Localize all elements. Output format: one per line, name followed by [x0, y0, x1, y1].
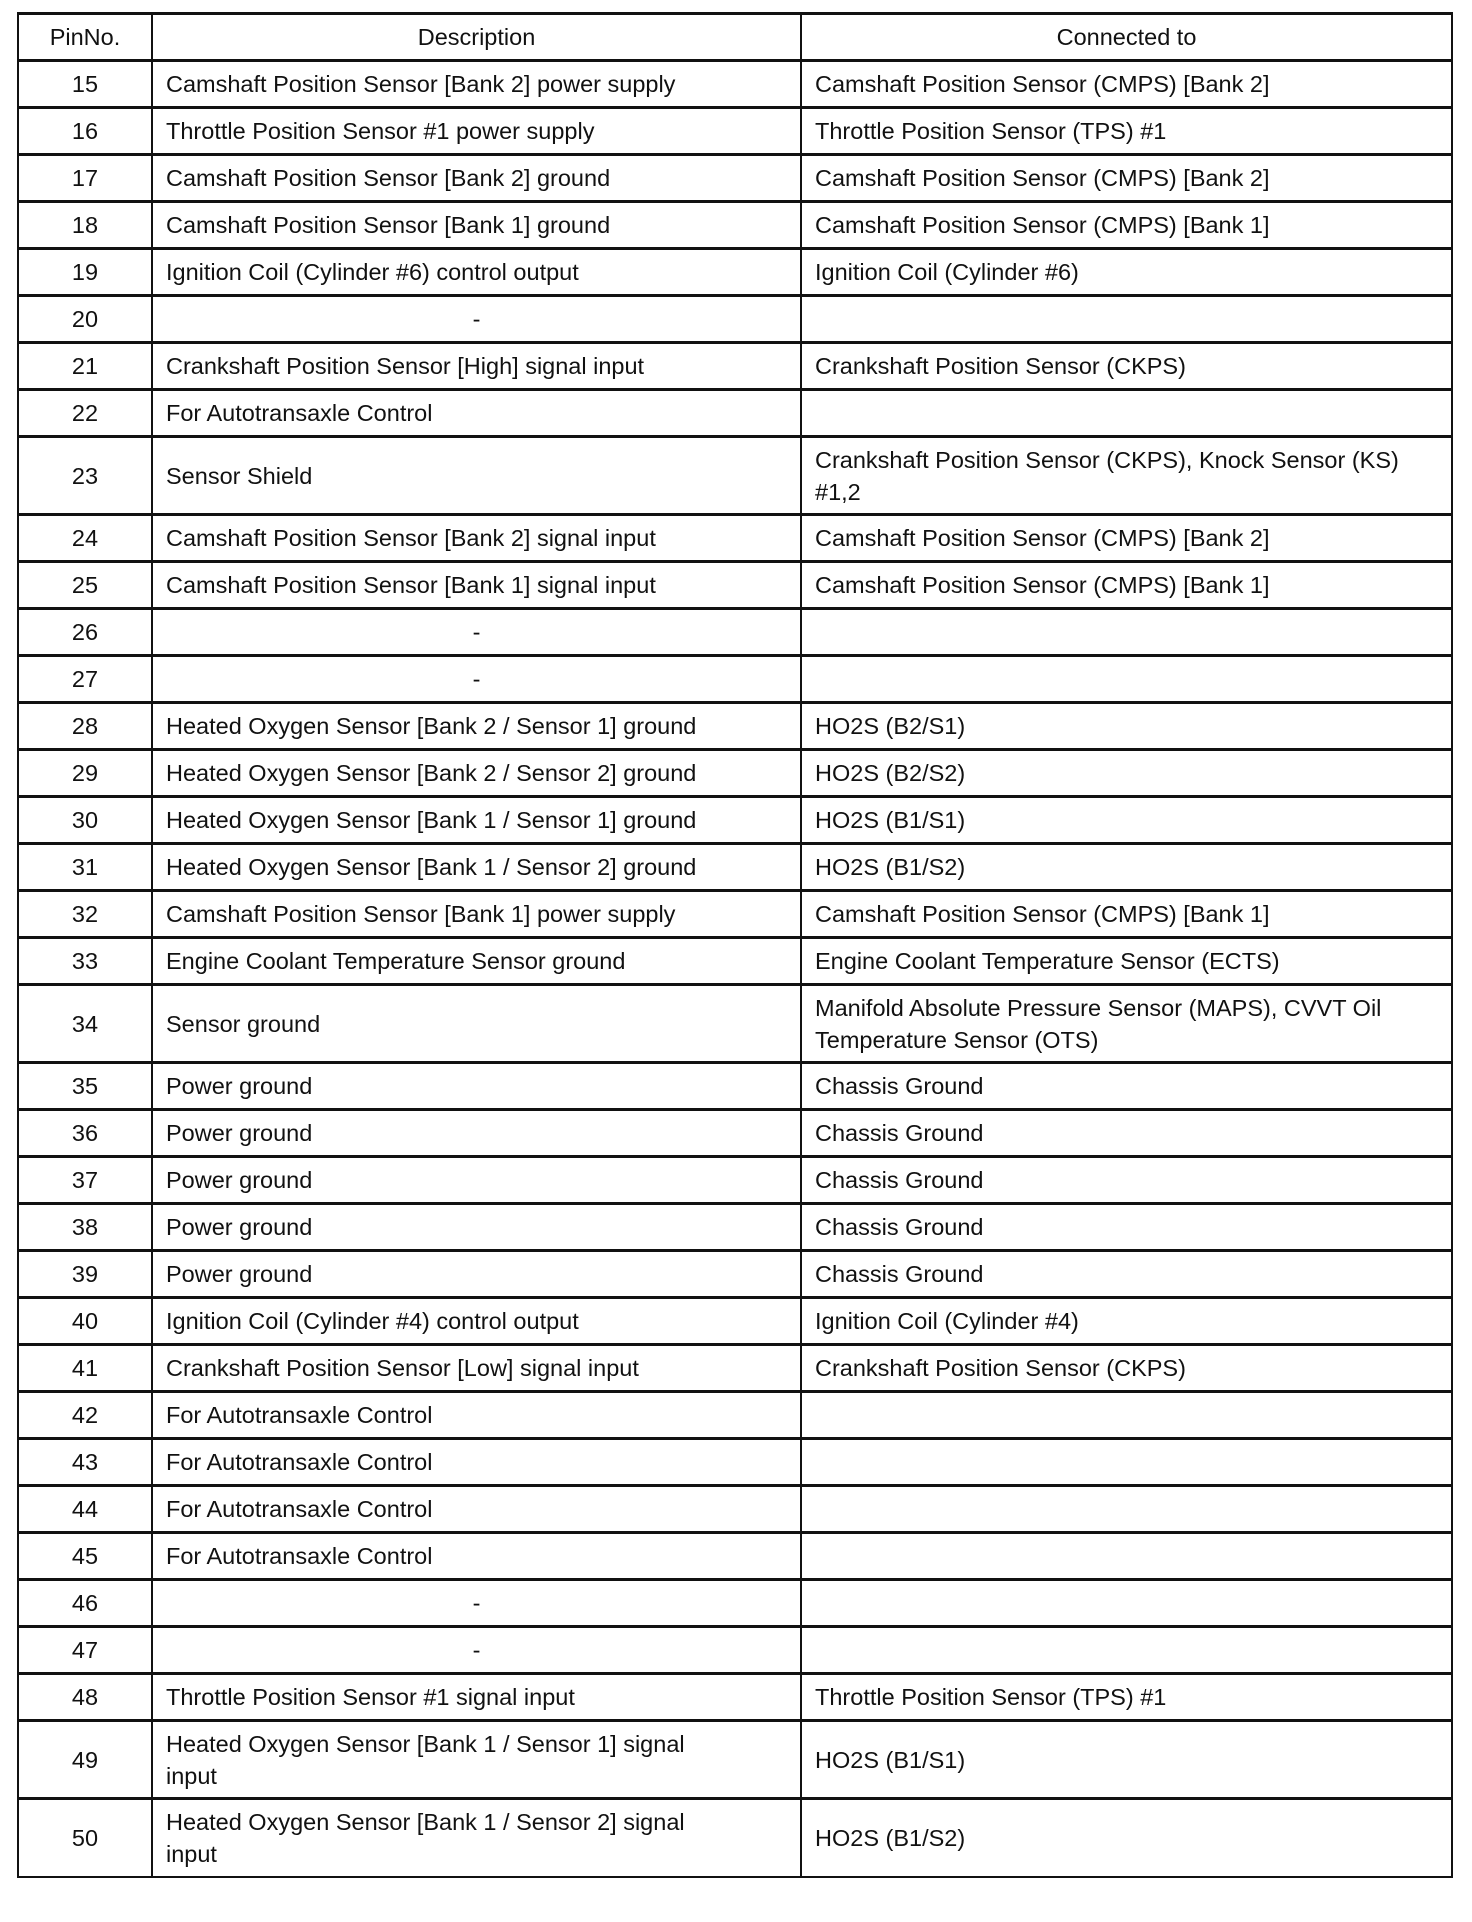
description-cell: Camshaft Position Sensor [Bank 2] ground [152, 155, 801, 202]
connected-cell: Camshaft Position Sensor (CMPS) [Bank 1] [801, 562, 1452, 609]
description-cell: Ignition Coil (Cylinder #6) control output [152, 249, 801, 296]
pin-cell: 24 [18, 515, 152, 562]
table-row [18, 108, 1452, 155]
table-row [18, 390, 1452, 437]
description-cell: Throttle Position Sensor #1 power supply [152, 108, 801, 155]
pin-cell: 46 [18, 1580, 152, 1627]
description-cell: - [152, 296, 801, 343]
table-row [18, 202, 1452, 249]
pin-cell: 43 [18, 1439, 152, 1486]
description-cell: - [152, 1627, 801, 1674]
connected-cell: HO2S (B1/S2) [801, 844, 1452, 891]
connected-cell [801, 656, 1452, 703]
connected-cell: Camshaft Position Sensor (CMPS) [Bank 1] [801, 891, 1452, 938]
description-cell: Camshaft Position Sensor [Bank 2] power supply [152, 61, 801, 108]
connected-cell: Camshaft Position Sensor (CMPS) [Bank 2] [801, 155, 1452, 202]
table-row [18, 1298, 1452, 1345]
description-cell: Engine Coolant Temperature Sensor ground [152, 938, 801, 985]
description-cell: Crankshaft Position Sensor [Low] signal input [152, 1345, 801, 1392]
connected-cell: Crankshaft Position Sensor (CKPS) [801, 343, 1452, 390]
table-row [18, 891, 1452, 938]
table-row [18, 1204, 1452, 1251]
pin-cell: 37 [18, 1157, 152, 1204]
pin-cell: 26 [18, 609, 152, 656]
connected-cell [801, 1392, 1452, 1439]
table-row [18, 1345, 1452, 1392]
pin-cell: 34 [18, 985, 152, 1063]
connected-cell: Throttle Position Sensor (TPS) #1 [801, 1674, 1452, 1721]
description-cell: Throttle Position Sensor #1 signal input [152, 1674, 801, 1721]
connected-cell: Throttle Position Sensor (TPS) #1 [801, 108, 1452, 155]
pin-cell: 30 [18, 797, 152, 844]
table-row [18, 1251, 1452, 1298]
connected-cell: HO2S (B2/S2) [801, 750, 1452, 797]
connected-cell [801, 1533, 1452, 1580]
table-row [18, 1063, 1452, 1110]
description-cell: Power ground [152, 1251, 801, 1298]
table-row [18, 1439, 1452, 1486]
description-cell: Heated Oxygen Sensor [Bank 2 / Sensor 2] ground [152, 750, 801, 797]
pin-cell: 38 [18, 1204, 152, 1251]
connected-cell: Crankshaft Position Sensor (CKPS), Knock Sensor (KS) #1,2 [801, 437, 1452, 515]
pin-cell: 32 [18, 891, 152, 938]
connected-cell: Chassis Ground [801, 1251, 1452, 1298]
table-row [18, 1627, 1452, 1674]
connected-cell: Chassis Ground [801, 1110, 1452, 1157]
table-row [18, 609, 1452, 656]
table-row [18, 1799, 1452, 1877]
table-row [18, 343, 1452, 390]
table-row [18, 1533, 1452, 1580]
table-row [18, 249, 1452, 296]
table-row [18, 1486, 1452, 1533]
pin-cell: 50 [18, 1799, 152, 1877]
connected-cell: Camshaft Position Sensor (CMPS) [Bank 2] [801, 515, 1452, 562]
header-description: Description [152, 14, 801, 61]
description-cell: Camshaft Position Sensor [Bank 1] ground [152, 202, 801, 249]
connected-cell [801, 1580, 1452, 1627]
connected-cell [801, 390, 1452, 437]
connected-cell: Camshaft Position Sensor (CMPS) [Bank 1] [801, 202, 1452, 249]
connected-cell: Manifold Absolute Pressure Sensor (MAPS), CVVT Oil Temperature Sensor (OTS) [801, 985, 1452, 1063]
description-cell: For Autotransaxle Control [152, 1533, 801, 1580]
connected-cell: Chassis Ground [801, 1157, 1452, 1204]
pin-cell: 48 [18, 1674, 152, 1721]
description-cell: Camshaft Position Sensor [Bank 2] signal input [152, 515, 801, 562]
description-cell: Heated Oxygen Sensor [Bank 1 / Sensor 1] signal input [152, 1721, 801, 1799]
connected-cell: HO2S (B1/S2) [801, 1799, 1452, 1877]
description-cell: Crankshaft Position Sensor [High] signal input [152, 343, 801, 390]
connected-cell: HO2S (B2/S1) [801, 703, 1452, 750]
description-cell: - [152, 656, 801, 703]
pin-cell: 15 [18, 61, 152, 108]
pin-cell: 49 [18, 1721, 152, 1799]
connected-cell: Engine Coolant Temperature Sensor (ECTS) [801, 938, 1452, 985]
table-row [18, 797, 1452, 844]
connected-cell: Camshaft Position Sensor (CMPS) [Bank 2] [801, 61, 1452, 108]
description-cell: Sensor Shield [152, 437, 801, 515]
pin-cell: 42 [18, 1392, 152, 1439]
table-row [18, 562, 1452, 609]
header-row [18, 14, 1452, 61]
pin-cell: 44 [18, 1486, 152, 1533]
table-row [18, 155, 1452, 202]
table-row [18, 1392, 1452, 1439]
pin-cell: 45 [18, 1533, 152, 1580]
pin-cell: 19 [18, 249, 152, 296]
description-cell: - [152, 1580, 801, 1627]
description-cell: For Autotransaxle Control [152, 390, 801, 437]
pin-cell: 28 [18, 703, 152, 750]
connected-cell: HO2S (B1/S1) [801, 797, 1452, 844]
description-cell: Power ground [152, 1063, 801, 1110]
pin-cell: 18 [18, 202, 152, 249]
header-connected: Connected to [801, 14, 1452, 61]
pin-cell: 31 [18, 844, 152, 891]
table-row [18, 61, 1452, 108]
table-row [18, 703, 1452, 750]
table-row [18, 515, 1452, 562]
pin-table [17, 12, 1453, 1878]
description-cell: Camshaft Position Sensor [Bank 1] signal input [152, 562, 801, 609]
description-cell: Power ground [152, 1157, 801, 1204]
table-row [18, 938, 1452, 985]
pin-cell: 33 [18, 938, 152, 985]
pin-cell: 22 [18, 390, 152, 437]
table-row [18, 656, 1452, 703]
description-cell: Camshaft Position Sensor [Bank 1] power supply [152, 891, 801, 938]
table-row [18, 437, 1452, 515]
connected-cell: Chassis Ground [801, 1204, 1452, 1251]
pin-cell: 39 [18, 1251, 152, 1298]
connected-cell [801, 296, 1452, 343]
pin-cell: 16 [18, 108, 152, 155]
table-row [18, 750, 1452, 797]
description-cell: Ignition Coil (Cylinder #4) control output [152, 1298, 801, 1345]
pin-cell: 29 [18, 750, 152, 797]
description-cell: - [152, 609, 801, 656]
table-row [18, 985, 1452, 1063]
connected-cell [801, 1439, 1452, 1486]
pin-cell: 36 [18, 1110, 152, 1157]
table-row [18, 1110, 1452, 1157]
pin-cell: 40 [18, 1298, 152, 1345]
description-cell: Heated Oxygen Sensor [Bank 1 / Sensor 2] signal input [152, 1799, 801, 1877]
table-row [18, 1721, 1452, 1799]
connected-cell: Crankshaft Position Sensor (CKPS) [801, 1345, 1452, 1392]
connected-cell: Ignition Coil (Cylinder #6) [801, 249, 1452, 296]
pin-cell: 20 [18, 296, 152, 343]
pin-cell: 21 [18, 343, 152, 390]
description-cell: For Autotransaxle Control [152, 1486, 801, 1533]
pin-cell: 25 [18, 562, 152, 609]
description-cell: Heated Oxygen Sensor [Bank 1 / Sensor 1] ground [152, 797, 801, 844]
description-cell: Heated Oxygen Sensor [Bank 2 / Sensor 1] ground [152, 703, 801, 750]
table-row [18, 844, 1452, 891]
description-cell: Sensor ground [152, 985, 801, 1063]
description-cell: Heated Oxygen Sensor [Bank 1 / Sensor 2] ground [152, 844, 801, 891]
pin-cell: 47 [18, 1627, 152, 1674]
table-row [18, 1580, 1452, 1627]
description-cell: Power ground [152, 1204, 801, 1251]
connected-cell [801, 609, 1452, 656]
table-row [18, 1157, 1452, 1204]
connected-cell: Chassis Ground [801, 1063, 1452, 1110]
connected-cell [801, 1627, 1452, 1674]
header-pin: PinNo. [18, 14, 152, 61]
table-row [18, 296, 1452, 343]
description-cell: For Autotransaxle Control [152, 1439, 801, 1486]
pin-cell: 17 [18, 155, 152, 202]
pin-cell: 23 [18, 437, 152, 515]
pin-cell: 41 [18, 1345, 152, 1392]
connected-cell: HO2S (B1/S1) [801, 1721, 1452, 1799]
description-cell: Power ground [152, 1110, 801, 1157]
description-cell: For Autotransaxle Control [152, 1392, 801, 1439]
pin-cell: 27 [18, 656, 152, 703]
table-row [18, 1674, 1452, 1721]
connected-cell: Ignition Coil (Cylinder #4) [801, 1298, 1452, 1345]
pin-cell: 35 [18, 1063, 152, 1110]
connected-cell [801, 1486, 1452, 1533]
